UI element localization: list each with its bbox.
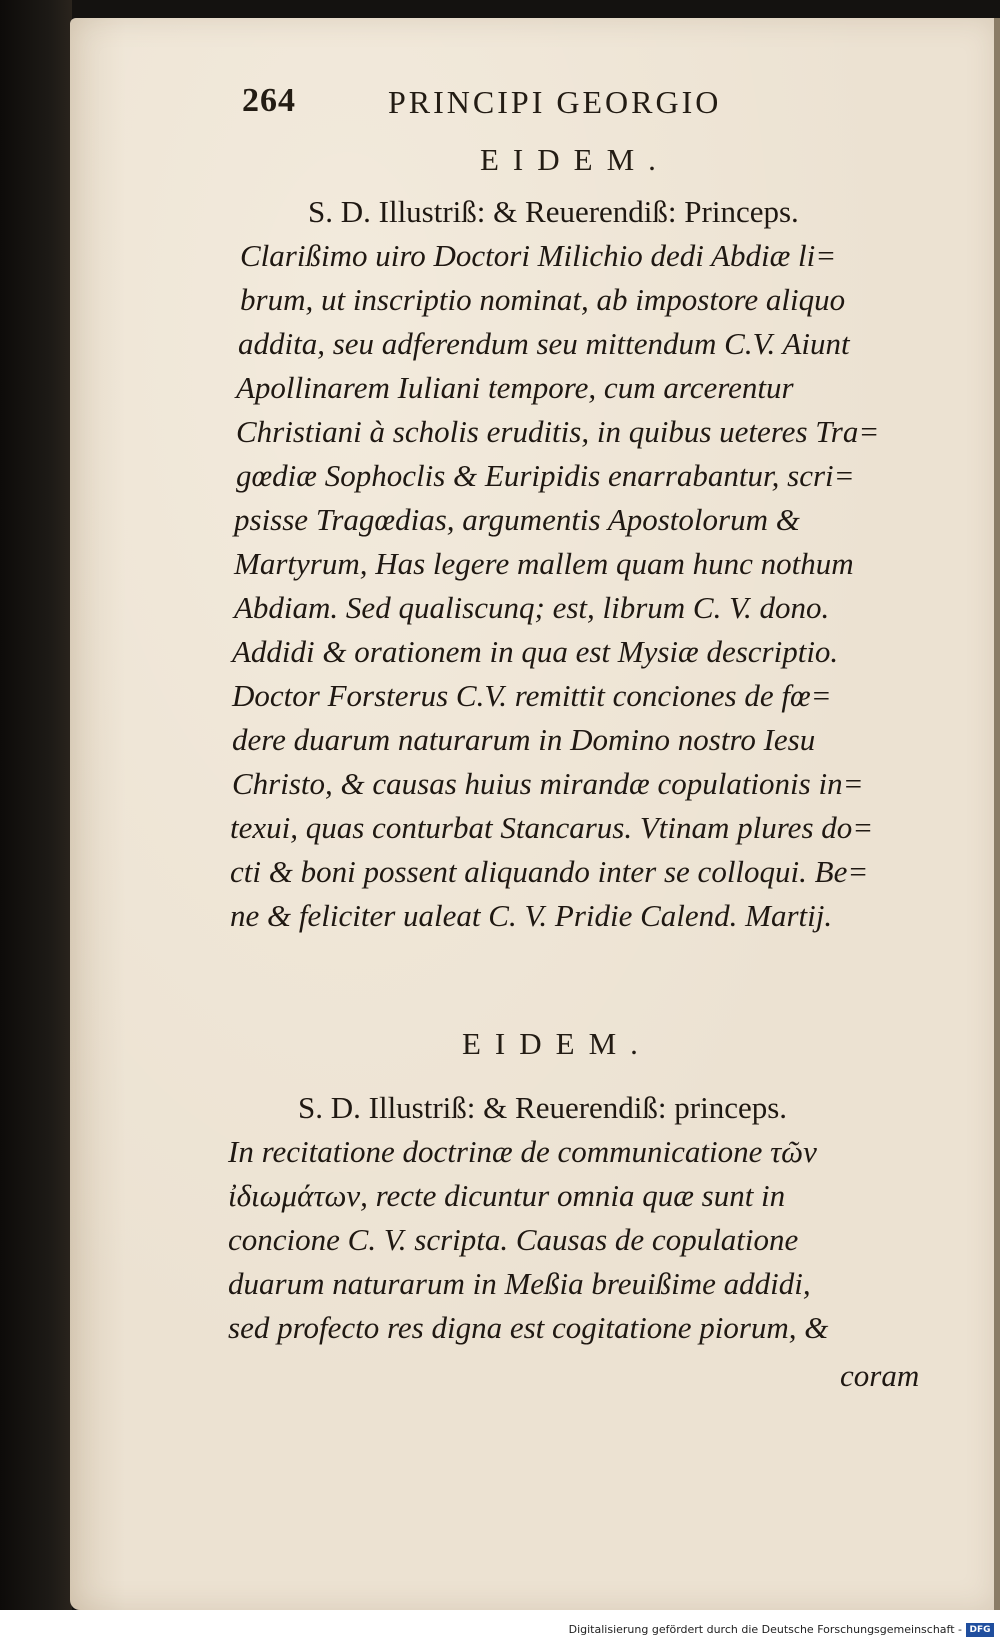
letter-1-line: Doctor Forsterus C.V. remittit conciones de fœ= [232,678,832,713]
letter-1-line: brum, ut inscriptio nominat, ab impostore aliquo [240,282,846,317]
letter-1-line: Christiani à scholis eruditis, in quibus ueteres Tra= [236,414,880,449]
letter-1-line: Clarißimo uiro Doctori Milichio dedi Abdiæ li= [240,238,837,273]
scan-left-edge [0,0,72,1648]
dfg-logo-badge: DFG [966,1623,994,1637]
letter-1-line: dere duarum naturarum in Domino nostro Iesu [232,722,816,757]
page-edge [994,18,1000,1610]
letter-1-line: Martyrum, Has legere mallem quam hunc nothum [234,546,854,581]
letter-2-heading: EIDEM. [462,1026,652,1061]
letter-1-line: Christo, & causas huius mirandæ copulationis in= [232,766,864,801]
letter-1-line: cti & boni possent aliquando inter se colloqui. Be= [230,854,869,889]
funding-credit: Digitalisierung gefördert durch die Deutsche Forschungsgemeinschaft - [568,1623,962,1636]
running-title: PRINCIPI GEORGIO [388,84,722,120]
letter-1-line: gœdiæ Sophoclis & Euripidis enarrabantur, scri= [236,458,855,493]
letter-1-line: psisse Tragœdias, argumentis Apostolorum & [234,502,800,537]
letter-1-line: texui, quas conturbat Stancarus. Vtinam plures do= [230,810,874,845]
letter-2-line: In recitatione doctrinæ de communicatione τῶν [228,1134,817,1169]
letter-1-line: S. D. Illustriß: & Reuerendiß: Princeps. [308,194,799,229]
letter-2-line: concione C. V. scripta. Causas de copulatione [228,1222,799,1257]
letter-1-line: ne & feliciter ualeat C. V. Pridie Calend. Martij. [230,898,833,933]
letter-2-line: duarum naturarum in Meßia breuißime addidi, [228,1266,811,1301]
letter-2-line: S. D. Illustriß: & Reuerendiß: princeps. [298,1090,788,1125]
letter-1-line: Abdiam. Sed qualiscunq; est, librum C. V. dono. [234,590,830,625]
letter-1-line: Addidi & orationem in qua est Mysiæ descriptio. [232,634,839,669]
footer-bar [0,1610,1000,1648]
running-head [242,82,930,122]
letter-1-heading: EIDEM. [480,142,670,177]
letter-2-line: ἰδιωμάτων, recte dicuntur omnia quæ sunt in [228,1178,786,1213]
letter-1-line: Apollinarem Iuliani tempore, cum arcerentur [236,370,794,405]
catchword: coram [840,1358,920,1393]
page-number: 264 [242,82,296,119]
letter-1-line: addita, seu adferendum seu mittendum C.V. Aiunt [238,326,850,361]
letter-2-line: sed profecto res digna est cogitatione piorum, & [228,1310,829,1345]
